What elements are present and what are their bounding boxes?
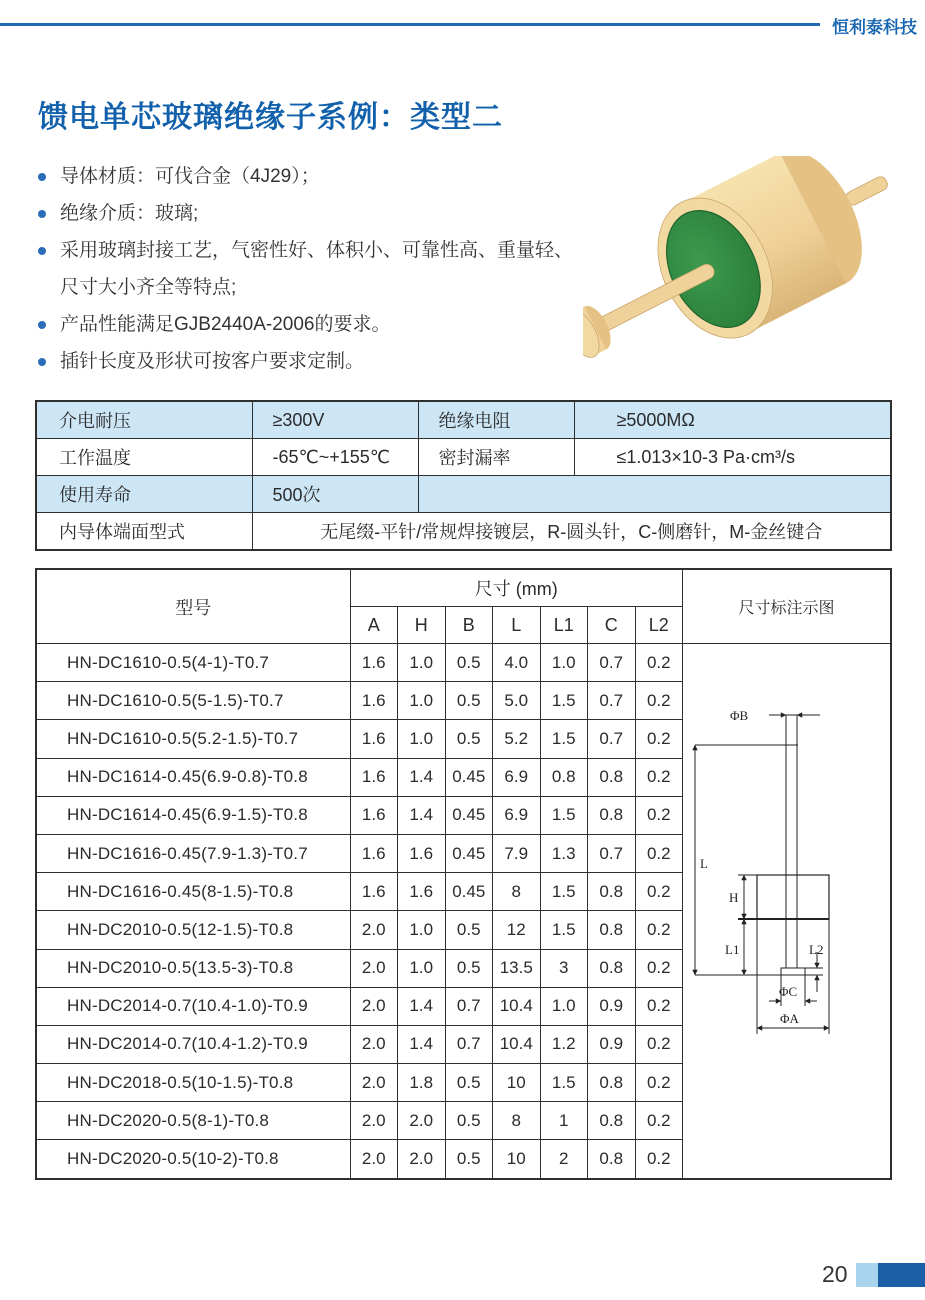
dim-value-cell: 0.9 bbox=[588, 1025, 636, 1063]
bullet-icon bbox=[38, 321, 46, 329]
model-cell: HN-DC1614-0.45(6.9-1.5)-T0.8 bbox=[36, 796, 350, 834]
model-cell: HN-DC2020-0.5(8-1)-T0.8 bbox=[36, 1102, 350, 1140]
product-image-group bbox=[583, 156, 895, 374]
model-cell: HN-DC2014-0.7(10.4-1.2)-T0.9 bbox=[36, 1025, 350, 1063]
model-cell: HN-DC1616-0.45(7.9-1.3)-T0.7 bbox=[36, 834, 350, 872]
footer-accent-light bbox=[856, 1263, 878, 1287]
dim-value-cell: 8 bbox=[493, 873, 541, 911]
col-header-l: L bbox=[493, 607, 541, 644]
dim-value-cell: 0.2 bbox=[635, 911, 683, 949]
spec-cell: 绝缘电阻 bbox=[418, 401, 574, 439]
dim-value-cell: 2.0 bbox=[398, 1140, 446, 1179]
bullet-icon bbox=[38, 210, 46, 218]
dim-value-cell: 2.0 bbox=[350, 1025, 398, 1063]
dim-value-cell: 2.0 bbox=[350, 911, 398, 949]
diagram-cell bbox=[683, 644, 892, 1179]
dim-value-cell: 1.0 bbox=[398, 949, 446, 987]
dim-value-cell: 1.4 bbox=[398, 987, 446, 1025]
company-name: 恒利泰科技 bbox=[832, 18, 917, 37]
dim-table-body bbox=[36, 644, 891, 1179]
dim-value-cell: 0.7 bbox=[588, 644, 636, 682]
col-header-h: H bbox=[398, 607, 446, 644]
dim-value-cell: 0.5 bbox=[445, 682, 493, 720]
dim-value-cell: 0.2 bbox=[635, 873, 683, 911]
dim-value-cell: 1.4 bbox=[398, 796, 446, 834]
dim-value-cell: 3 bbox=[540, 949, 588, 987]
dim-value-cell: 0.8 bbox=[588, 873, 636, 911]
diagram-label-h: H bbox=[729, 890, 739, 905]
diagram-label-l: L bbox=[700, 856, 708, 871]
model-cell: HN-DC2018-0.5(10-1.5)-T0.8 bbox=[36, 1064, 350, 1102]
dim-value-cell: 0.5 bbox=[445, 1102, 493, 1140]
dim-value-cell: 1 bbox=[540, 1102, 588, 1140]
col-header-a: A bbox=[350, 607, 398, 644]
dim-value-cell: 6.9 bbox=[493, 796, 541, 834]
dim-value-cell: 0.8 bbox=[588, 1064, 636, 1102]
spec-cell: 介电耐压 bbox=[36, 401, 252, 439]
dim-value-cell: 2.0 bbox=[350, 987, 398, 1025]
spec-row bbox=[36, 476, 891, 513]
dim-value-cell: 0.2 bbox=[635, 682, 683, 720]
dim-value-cell: 6.9 bbox=[493, 758, 541, 796]
diagram-label-l2: L2 bbox=[809, 942, 824, 957]
dimension-diagram bbox=[683, 644, 890, 1149]
spec-cell: ≥5000MΩ bbox=[574, 401, 891, 439]
diagram-label-l1: L1 bbox=[725, 942, 740, 957]
dim-value-cell: 1.8 bbox=[398, 1064, 446, 1102]
bullet-icon bbox=[38, 247, 46, 255]
product-image bbox=[583, 156, 895, 374]
spec-cell: 工作温度 bbox=[36, 439, 252, 476]
dim-value-cell: 0.8 bbox=[540, 758, 588, 796]
dim-value-cell: 1.0 bbox=[398, 911, 446, 949]
dim-value-cell: 0.7 bbox=[445, 987, 493, 1025]
col-header-l2: L2 bbox=[635, 607, 683, 644]
dim-value-cell: 0.2 bbox=[635, 1102, 683, 1140]
dim-value-cell: 0.7 bbox=[588, 720, 636, 758]
dim-value-cell: 0.5 bbox=[445, 949, 493, 987]
dim-value-cell: 0.5 bbox=[445, 1140, 493, 1179]
dim-value-cell: 1.6 bbox=[350, 796, 398, 834]
spec-cell: 内导体端面型式 bbox=[36, 513, 252, 551]
dim-value-cell: 0.45 bbox=[445, 873, 493, 911]
spec-cell: 500次 bbox=[252, 476, 418, 513]
col-header-dims-group: 尺寸 (mm) bbox=[350, 569, 683, 607]
dim-value-cell: 0.2 bbox=[635, 834, 683, 872]
model-cell: HN-DC1616-0.45(8-1.5)-T0.8 bbox=[36, 873, 350, 911]
spec-cell: 使用寿命 bbox=[36, 476, 252, 513]
page-title: 馈电单芯玻璃绝缘子系例：类型二 bbox=[38, 101, 503, 134]
dim-value-cell: 1.0 bbox=[540, 644, 588, 682]
feature-list bbox=[38, 158, 573, 380]
dim-value-cell: 1.0 bbox=[540, 987, 588, 1025]
dim-value-cell: 2.0 bbox=[350, 949, 398, 987]
dim-value-cell: 1.5 bbox=[540, 720, 588, 758]
diagram-label-phi-c: ΦC bbox=[779, 984, 798, 999]
dim-value-cell: 4.0 bbox=[493, 644, 541, 682]
spec-row bbox=[36, 401, 891, 439]
dim-value-cell: 0.5 bbox=[445, 720, 493, 758]
dim-value-cell: 0.2 bbox=[635, 644, 683, 682]
spec-cell: ≤1.013×10-3 Pa·cm³/s bbox=[574, 439, 891, 476]
dim-value-cell: 0.45 bbox=[445, 796, 493, 834]
dim-value-cell: 1.5 bbox=[540, 1064, 588, 1102]
model-cell: HN-DC1614-0.45(6.9-0.8)-T0.8 bbox=[36, 758, 350, 796]
dim-value-cell: 0.2 bbox=[635, 1064, 683, 1102]
model-cell: HN-DC1610-0.5(5.2-1.5)-T0.7 bbox=[36, 720, 350, 758]
dim-value-cell: 0.8 bbox=[588, 949, 636, 987]
col-header-model: 型号 bbox=[36, 569, 350, 644]
dim-value-cell: 8 bbox=[493, 1102, 541, 1140]
dim-header-row bbox=[36, 569, 891, 607]
col-header-diagram: 尺寸标注示图 bbox=[683, 569, 892, 644]
footer-page-number: 20 bbox=[822, 1261, 848, 1287]
dim-value-cell: 0.7 bbox=[588, 834, 636, 872]
feature-item: 产品性能满足GJB2440A-2006的要求。 bbox=[38, 306, 573, 343]
dim-value-cell: 1.6 bbox=[350, 873, 398, 911]
model-cell: HN-DC2014-0.7(10.4-1.0)-T0.9 bbox=[36, 987, 350, 1025]
dim-value-cell: 1.0 bbox=[398, 720, 446, 758]
footer-accent-dark bbox=[878, 1263, 925, 1287]
dim-value-cell: 1.0 bbox=[398, 644, 446, 682]
dim-value-cell: 7.9 bbox=[493, 834, 541, 872]
model-cell: HN-DC1610-0.5(4-1)-T0.7 bbox=[36, 644, 350, 682]
dim-value-cell: 0.8 bbox=[588, 1140, 636, 1179]
dim-value-cell: 1.6 bbox=[350, 644, 398, 682]
dim-value-cell: 2.0 bbox=[350, 1140, 398, 1179]
dim-value-cell: 0.2 bbox=[635, 987, 683, 1025]
col-header-c: C bbox=[588, 607, 636, 644]
dim-value-cell: 0.8 bbox=[588, 796, 636, 834]
spec-cell: 密封漏率 bbox=[418, 439, 574, 476]
dim-value-cell: 1.2 bbox=[540, 1025, 588, 1063]
dim-value-cell: 10.4 bbox=[493, 1025, 541, 1063]
spec-row bbox=[36, 513, 891, 551]
dim-value-cell: 0.2 bbox=[635, 1140, 683, 1179]
dim-value-cell: 10 bbox=[493, 1064, 541, 1102]
dim-value-cell: 0.9 bbox=[588, 987, 636, 1025]
dim-value-cell: 1.5 bbox=[540, 873, 588, 911]
dim-value-cell: 1.5 bbox=[540, 796, 588, 834]
dim-value-cell: 1.6 bbox=[350, 682, 398, 720]
dim-value-cell: 0.7 bbox=[588, 682, 636, 720]
dim-table bbox=[35, 568, 892, 1180]
col-header-b: B bbox=[445, 607, 493, 644]
dim-value-cell: 1.3 bbox=[540, 834, 588, 872]
feature-item: 导体材质：可伐合金（4J29）； bbox=[38, 158, 573, 195]
col-header-l1: L1 bbox=[540, 607, 588, 644]
dim-value-cell: 10 bbox=[493, 1140, 541, 1179]
model-cell: HN-DC1610-0.5(5-1.5)-T0.7 bbox=[36, 682, 350, 720]
dim-value-cell: 10.4 bbox=[493, 987, 541, 1025]
dim-value-cell: 13.5 bbox=[493, 949, 541, 987]
bullet-icon bbox=[38, 358, 46, 366]
dim-value-cell: 0.7 bbox=[445, 1025, 493, 1063]
model-cell: HN-DC2020-0.5(10-2)-T0.8 bbox=[36, 1140, 350, 1179]
dim-value-cell: 1.6 bbox=[350, 834, 398, 872]
spec-table bbox=[35, 400, 892, 551]
dim-table-row bbox=[36, 644, 891, 682]
dim-value-cell: 2.0 bbox=[350, 1064, 398, 1102]
dim-value-cell: 5.2 bbox=[493, 720, 541, 758]
bullet-icon bbox=[38, 173, 46, 181]
dim-value-cell: 12 bbox=[493, 911, 541, 949]
feature-item: 绝缘介质：玻璃; bbox=[38, 195, 573, 232]
dim-value-cell: 0.5 bbox=[445, 644, 493, 682]
spec-cell bbox=[418, 476, 891, 513]
dim-value-cell: 2.0 bbox=[350, 1102, 398, 1140]
dim-value-cell: 1.5 bbox=[540, 911, 588, 949]
dim-value-cell: 1.5 bbox=[540, 682, 588, 720]
feature-item: 采用玻璃封接工艺，气密性好、体积小、可靠性高、重量轻、尺寸大小齐全等特点; bbox=[38, 232, 573, 306]
dim-value-cell: 1.6 bbox=[350, 720, 398, 758]
dim-value-cell: 0.2 bbox=[635, 949, 683, 987]
dim-value-cell: 0.2 bbox=[635, 720, 683, 758]
spec-table-body bbox=[36, 401, 891, 550]
dim-value-cell: 0.5 bbox=[445, 1064, 493, 1102]
dim-value-cell: 0.5 bbox=[445, 911, 493, 949]
dim-value-cell: 0.45 bbox=[445, 758, 493, 796]
dim-value-cell: 1.6 bbox=[398, 873, 446, 911]
diagram-label-phi-b: ΦB bbox=[730, 708, 749, 723]
header-rule bbox=[0, 23, 820, 26]
dim-value-cell: 1.6 bbox=[398, 834, 446, 872]
dim-value-cell: 1.0 bbox=[398, 682, 446, 720]
model-cell: HN-DC2010-0.5(13.5-3)-T0.8 bbox=[36, 949, 350, 987]
dim-value-cell: 0.2 bbox=[635, 1025, 683, 1063]
dim-value-cell: 5.0 bbox=[493, 682, 541, 720]
diagram-label-phi-a: ΦA bbox=[780, 1011, 799, 1026]
dim-value-cell: 2.0 bbox=[398, 1102, 446, 1140]
dim-value-cell: 0.8 bbox=[588, 1102, 636, 1140]
dim-value-cell: 0.2 bbox=[635, 796, 683, 834]
model-cell: HN-DC2010-0.5(12-1.5)-T0.8 bbox=[36, 911, 350, 949]
spec-cell: ≥300V bbox=[252, 401, 418, 439]
dim-value-cell: 1.4 bbox=[398, 1025, 446, 1063]
feature-item: 插针长度及形状可按客户要求定制。 bbox=[38, 343, 573, 380]
dim-value-cell: 0.8 bbox=[588, 911, 636, 949]
dim-value-cell: 0.2 bbox=[635, 758, 683, 796]
dim-value-cell: 1.6 bbox=[350, 758, 398, 796]
spec-cell: -65℃~+155℃ bbox=[252, 439, 418, 476]
spec-row bbox=[36, 439, 891, 476]
dim-value-cell: 0.8 bbox=[588, 758, 636, 796]
dim-value-cell: 1.4 bbox=[398, 758, 446, 796]
dim-value-cell: 0.45 bbox=[445, 834, 493, 872]
dim-value-cell: 2 bbox=[540, 1140, 588, 1179]
spec-cell: 无尾缀-平针/常规焊接镀层，R-圆头针，C-侧磨针，M-金丝键合 bbox=[252, 513, 891, 551]
